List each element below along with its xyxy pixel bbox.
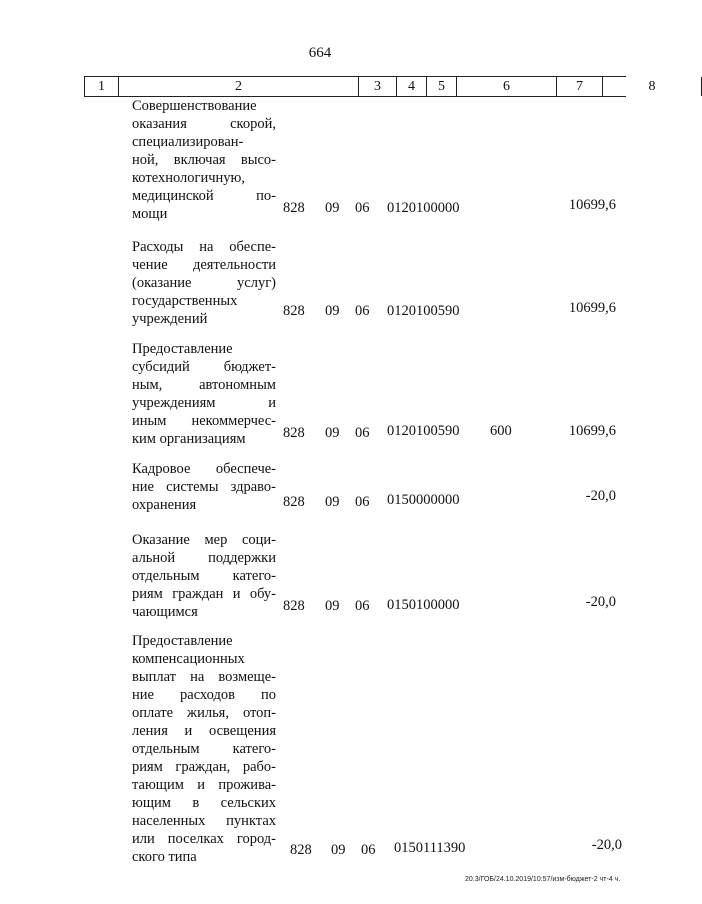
- description-line: компенсационных: [132, 651, 245, 667]
- description-line: ющим в сельских: [132, 795, 276, 811]
- col5-value: 06: [355, 200, 370, 216]
- col3-value: 828: [283, 494, 305, 510]
- header-col-4: 4: [396, 77, 426, 96]
- description-line: ние системы здраво-: [132, 479, 276, 495]
- description-line: ким организациям: [132, 431, 246, 447]
- description-line: альной поддержки: [132, 550, 276, 566]
- description-line: отдельным катего-: [132, 741, 276, 757]
- col5-value: 06: [355, 303, 370, 319]
- page-number: 664: [308, 45, 332, 61]
- col6-value: 0120100590: [387, 423, 460, 439]
- col4-value: 09: [325, 425, 340, 441]
- col3-value: 828: [283, 200, 305, 216]
- col4-value: 09: [325, 494, 340, 510]
- description-line: чающимся: [132, 604, 198, 620]
- col3-value: 828: [290, 842, 312, 858]
- row-description: [132, 531, 276, 621]
- col8-value: -20,0: [585, 594, 616, 610]
- description-line: риям граждан, рабо-: [132, 759, 276, 775]
- description-line: ского типа: [132, 849, 197, 865]
- description-line: риям граждан и обу-: [132, 586, 276, 602]
- col6-value: 0150111390: [394, 840, 466, 856]
- col6-value: 0150100000: [387, 597, 460, 613]
- header-col-1: 1: [84, 77, 118, 96]
- description-line: тающим и прожива-: [132, 777, 276, 793]
- row-description: [132, 340, 276, 448]
- header-col-3: 3: [358, 77, 396, 96]
- col5-value: 06: [355, 598, 370, 614]
- description-line: ным, автономным: [132, 377, 276, 393]
- col8-value: 10699,6: [568, 197, 616, 213]
- description-line: Расходы на обеспе-: [132, 239, 276, 255]
- description-line: мощи: [132, 206, 168, 222]
- col8-value: -20,0: [585, 488, 616, 504]
- description-line: населенных пунктах: [132, 813, 276, 829]
- col3-value: 828: [283, 303, 305, 319]
- col4-value: 09: [325, 200, 340, 216]
- description-line: ние расходов по: [132, 687, 276, 703]
- header-col-7: 7: [556, 77, 602, 96]
- description-line: государственных: [132, 293, 238, 309]
- header-col-8: 8: [602, 77, 702, 96]
- description-line: котехнологичную,: [132, 170, 245, 186]
- header-col-5: 5: [426, 77, 456, 96]
- col5-value: 06: [361, 842, 376, 858]
- col4-value: 09: [325, 303, 340, 319]
- description-line: выплат на возмеще-: [132, 669, 276, 685]
- row-description: [132, 97, 276, 223]
- col8-value: 10699,6: [568, 300, 616, 316]
- col8-value: -20,0: [591, 837, 622, 853]
- col3-value: 828: [283, 425, 305, 441]
- col8-value: 10699,6: [568, 423, 616, 439]
- document-footer-code: 20.3/ГОБ/24.10.2019/10:57/изм-бюджет-2 чт-4 ч.: [465, 876, 621, 883]
- description-line: ления и освещения: [132, 723, 276, 739]
- col7-value: 600: [490, 423, 512, 439]
- description-line: Совершенствование: [132, 98, 257, 114]
- description-line: субсидий бюджет-: [132, 359, 276, 375]
- col6-value: 0120100590: [387, 303, 460, 319]
- col3-value: 828: [283, 598, 305, 614]
- table-header: [84, 76, 656, 97]
- description-line: иным некоммерчес-: [132, 413, 276, 429]
- col4-value: 09: [331, 842, 346, 858]
- description-line: или поселках город-: [132, 831, 276, 847]
- col5-value: 06: [355, 494, 370, 510]
- description-line: Предоставление: [132, 633, 233, 649]
- description-line: ной, включая высо-: [132, 152, 276, 168]
- description-line: медицинской по-: [132, 188, 276, 204]
- row-description: [132, 460, 276, 514]
- description-line: чение деятельности: [132, 257, 276, 273]
- description-line: (оказание услуг): [132, 275, 276, 291]
- description-line: оказания скорой,: [132, 116, 276, 132]
- header-col-2: 2: [118, 77, 358, 96]
- header-col-6: 6: [456, 77, 556, 96]
- col5-value: 06: [355, 425, 370, 441]
- col4-value: 09: [325, 598, 340, 614]
- description-line: оплате жилья, отоп-: [132, 705, 276, 721]
- description-line: Оказание мер соци-: [132, 532, 276, 548]
- description-line: отдельным катего-: [132, 568, 276, 584]
- description-line: учреждениям и: [132, 395, 276, 411]
- description-line: Кадровое обеспече-: [132, 461, 276, 477]
- col6-value: 0120100000: [387, 200, 460, 216]
- description-line: охранения: [132, 497, 197, 513]
- description-line: специализирован-: [132, 134, 244, 150]
- col6-value: 0150000000: [387, 492, 460, 508]
- row-description: [132, 238, 276, 328]
- description-line: учреждений: [132, 311, 208, 327]
- row-description: [132, 632, 276, 866]
- description-line: Предоставление: [132, 341, 233, 357]
